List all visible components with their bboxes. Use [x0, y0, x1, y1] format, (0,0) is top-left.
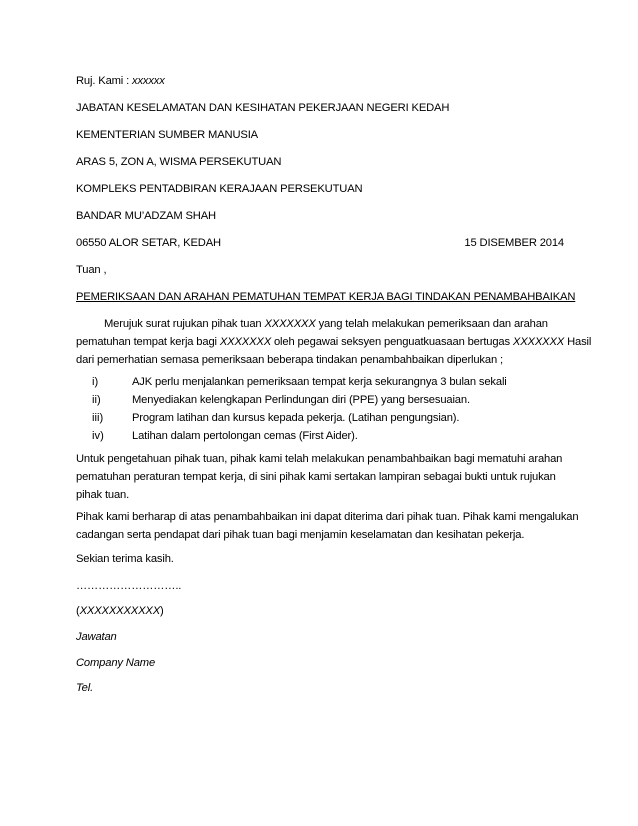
signer-name: (XXXXXXXXXXX)	[76, 605, 164, 617]
paragraph-3-line-2: cadangan serta pendapat dari pihak tuan bagi menjamin keselamatan dan kesihatan pekerja.	[76, 529, 525, 541]
closing-text: Sekian terima kasih.	[76, 553, 174, 565]
list-item: Program latihan dan kursus kepada pekerja. (Latihan pengungsian).	[132, 412, 460, 424]
paragraph-2-line-3: pihak tuan.	[76, 489, 130, 501]
company-name: Company Name	[76, 657, 156, 669]
signature-line: ………………………..	[76, 580, 182, 592]
reference-label: Ruj. Kami :	[76, 75, 133, 87]
reference-line	[76, 74, 165, 88]
list-item: AJK perlu menjalankan pemeriksaan tempat kerja sekurangnya 3 bulan sekali	[132, 376, 507, 388]
paragraph-3-line-1: Pihak kami berharap di atas penambahbaikan ini dapat diterima dari pihak tuan. Pihak kami mengalukan	[76, 511, 579, 523]
list-item-number: i)	[92, 376, 99, 388]
paragraph-1-line-2: pematuhan tempat kerja bagi XXXXXXX oleh pegawai seksyen penguatkuasaan bertugas XXXXXXX Hasil	[76, 336, 592, 348]
letter-date: 15 DISEMBER 2014	[464, 237, 564, 249]
placeholder-text: XXXXXXX	[512, 336, 565, 348]
list-item: Latihan dalam pertolongan cemas (First Aider).	[132, 430, 358, 442]
reference-value: xxxxxx	[132, 75, 165, 87]
address-line-6: 06550 ALOR SETAR, KEDAH	[76, 237, 221, 249]
address-line-4: KOMPLEKS PENTADBIRAN KERAJAAN PERSEKUTUAN	[76, 183, 363, 195]
paragraph-2-line-2: pematuhan peraturan tempat kerja, di sini pihak kami sertakan lampiran sebagai bukti untuk rujukan	[76, 471, 556, 483]
signer-position: Jawatan	[76, 631, 117, 643]
telephone-label: Tel.	[76, 682, 94, 694]
address-line-2: KEMENTERIAN SUMBER MANUSIA	[76, 129, 258, 141]
list-item-number: ii)	[92, 394, 101, 406]
paragraph-1-line-3: dari pemerhatian semasa pemeriksaan beberapa tindakan penambahbaikan diperlukan ;	[76, 354, 503, 366]
address-line-3: ARAS 5, ZON A, WISMA PERSEKUTUAN	[76, 156, 282, 168]
list-item-number: iv)	[92, 430, 104, 442]
list-item-number: iii)	[92, 412, 104, 424]
paragraph-2-line-1: Untuk pengetahuan pihak tuan, pihak kami telah melakukan penambahbaikan bagi mematuhi arahan	[76, 453, 563, 465]
list-item: Menyediakan kelengkapan Perlindungan diri (PPE) yang bersesuaian.	[132, 394, 470, 406]
salutation: Tuan ,	[76, 264, 107, 276]
subject-line: PEMERIKSAAN DAN ARAHAN PEMATUHAN TEMPAT KERJA BAGI TINDAKAN PENAMBAHBAIKAN	[76, 291, 576, 303]
address-line-5: BANDAR MU’ADZAM SHAH	[76, 210, 216, 222]
placeholder-text: XXXXXXX	[219, 336, 272, 348]
paragraph-1-line-1: Merujuk surat rujukan pihak tuan XXXXXXX yang telah melakukan pemeriksaan dan arahan	[104, 318, 548, 330]
placeholder-text: XXXXXXX	[264, 318, 316, 330]
address-line-1: JABATAN KESELAMATAN DAN KESIHATAN PEKERJAAN NEGERI KEDAH	[76, 102, 450, 114]
